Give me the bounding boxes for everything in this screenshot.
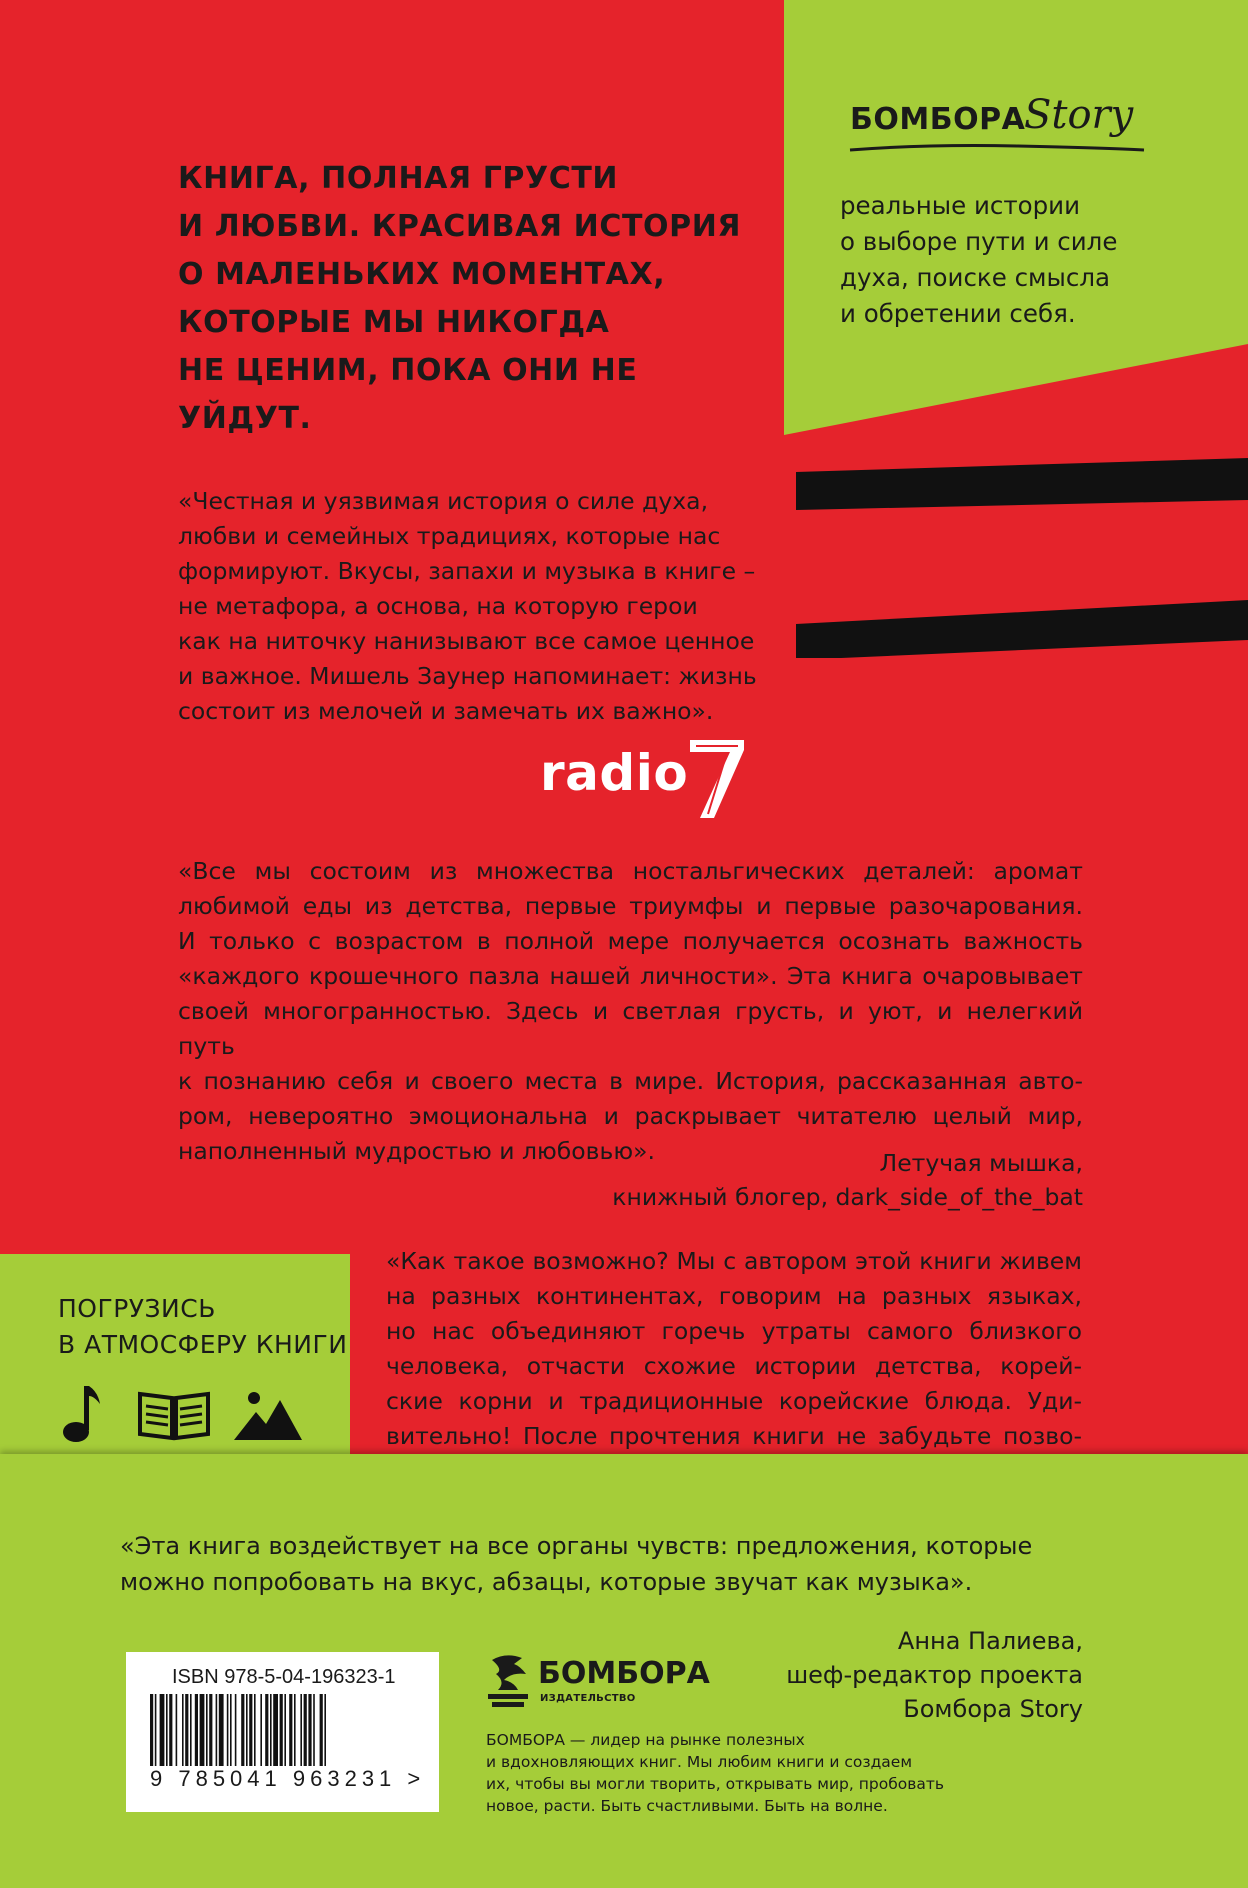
- barcode-bar: [182, 1694, 184, 1766]
- barcode-bar: [304, 1694, 307, 1766]
- headline-line: И ЛЮБВИ. КРАСИВАЯ ИСТОРИЯ: [178, 209, 742, 244]
- bombora-logo-icon: [486, 1652, 532, 1710]
- headline-line: НЕ ЦЕНИМ, ПОКА ОНИ НЕ УЙДУТ.: [178, 353, 638, 436]
- barcode-bar: [169, 1694, 172, 1766]
- quote-line: не метафора, а основа, на которую герои: [178, 592, 698, 620]
- series-brand: БОМБОРА: [850, 102, 1026, 137]
- attribution-line: Бомбора Story: [903, 1695, 1083, 1723]
- decorative-stripes: [796, 458, 1248, 658]
- barcode-bar: [219, 1694, 224, 1766]
- quote-line: но нас объединяют горечь утраты самого близкого: [386, 1317, 1082, 1345]
- headline: [178, 155, 778, 443]
- quote-line: «каждого крошечного пазла нашей личности». Эта книга очаровывает: [178, 962, 1083, 990]
- quote-line: формируют. Вкусы, запахи и музыка в книге –: [178, 557, 756, 585]
- quote-line: «Эта книга воздействует на все органы чувств: предложения, которые: [120, 1532, 1033, 1560]
- quote-line: и важное. Мишель Заунер напоминает: жизнь: [178, 662, 757, 690]
- barcode-bars: [150, 1694, 400, 1766]
- music-note-icon: [58, 1384, 102, 1446]
- barcode-bar: [216, 1694, 218, 1766]
- quote-line: состоит из мелочей и замечать их важно».: [178, 697, 714, 725]
- open-book-icon: [138, 1390, 210, 1442]
- publisher-about: [486, 1729, 956, 1817]
- barcode-bar: [270, 1694, 272, 1766]
- barcode-bar: [150, 1694, 153, 1766]
- barcode-bar: [265, 1694, 268, 1766]
- quote-line: «Все мы состоим из множества ностальгических деталей: аромат: [178, 857, 1083, 885]
- barcode-bar: [209, 1694, 212, 1766]
- quote-editor: [120, 1528, 1084, 1600]
- quote-blogger: [178, 854, 1083, 1169]
- quote-line: вительно! После прочтения книги не забудьте позво-: [386, 1422, 1082, 1450]
- quote-line: к познанию себя и своего места в мире. История, рассказанная авто-: [178, 1067, 1083, 1095]
- barcode-bar: [324, 1694, 326, 1766]
- series-desc-line: о выборе пути и силе: [840, 227, 1118, 256]
- quote-line: на разных континентах, говорим на разных языках,: [386, 1282, 1082, 1310]
- barcode-bar: [260, 1694, 262, 1766]
- about-line: и вдохновляющих книг. Мы любим книги и создаем: [486, 1753, 913, 1771]
- about-line: новое, расти. Быть счастливыми. Быть на волне.: [486, 1797, 888, 1815]
- publisher-subtitle: ИЗДАТЕЛЬСТВО: [540, 1693, 636, 1704]
- barcode-bar: [155, 1694, 157, 1766]
- barcode-bar: [230, 1694, 232, 1766]
- quote-line: любимой еды из детства, первые триумфы и первые разочарования.: [178, 892, 1083, 920]
- attribution-line: шеф-редактор проекта: [786, 1661, 1083, 1689]
- headline-line: КНИГА, ПОЛНАЯ ГРУСТИ: [178, 161, 619, 196]
- barcode-bar: [313, 1694, 315, 1766]
- series-desc-line: духа, поиске смысла: [840, 263, 1111, 292]
- radio7-seven-mark: [686, 734, 746, 820]
- publisher-name: БОМБОРА: [538, 1656, 710, 1691]
- headline-line: КОТОРЫЕ МЫ НИКОГДА: [178, 305, 610, 340]
- barcode-bar: [280, 1694, 283, 1766]
- quote-line: наполненный мудростью и любовью».: [178, 1137, 656, 1165]
- quote-line: можно попробовать на вкус, абзацы, которые звучат как музыка».: [120, 1568, 973, 1596]
- quote-radio7: [178, 484, 798, 729]
- attribution-role: книжный блогер, dark_side_of_the_bat: [612, 1183, 1083, 1211]
- barcode-bar: [294, 1694, 296, 1766]
- headline-line: О МАЛЕНЬКИХ МОМЕНТАХ,: [178, 257, 666, 292]
- barcode-bar: [249, 1694, 252, 1766]
- blogger-attribution: [500, 1146, 1083, 1214]
- barcode-bar: [241, 1694, 244, 1766]
- quote-line: своей многогранностью. Здесь и светлая грусть, и уют, и нелегкий путь: [178, 997, 1083, 1060]
- series-underline: [848, 92, 1148, 172]
- series-description: [840, 188, 1180, 332]
- barcode-bar: [289, 1694, 292, 1766]
- quote-line: «Как такое возможно? Мы с автором этой книги живем: [386, 1247, 1082, 1275]
- quote-line: человека, отчасти схожие истории детства, корей-: [386, 1352, 1082, 1380]
- barcode-digits: 9 785041 963231 >: [150, 1766, 426, 1791]
- barcode-bar: [235, 1694, 237, 1766]
- radio7-logo-word: radio: [540, 744, 689, 802]
- radio7-number: 7: [690, 734, 691, 735]
- barcode-bar: [254, 1694, 256, 1766]
- barcode-bar: [308, 1694, 311, 1766]
- barcode-bar: [190, 1694, 192, 1766]
- quote-line: ром, невероятно эмоциональна и раскрывает читателю целый мир,: [178, 1102, 1083, 1130]
- barcode-bar: [206, 1694, 208, 1766]
- barcode-bar: [246, 1694, 248, 1766]
- series-desc-line: и обретении себя.: [840, 299, 1076, 328]
- immerse-title-line1: ПОГРУЗИСЬ: [58, 1294, 216, 1323]
- quote-line: «Честная и уязвимая история о силе духа,: [178, 487, 709, 515]
- attribution-line: Анна Палиева,: [897, 1627, 1083, 1655]
- barcode-bar: [300, 1694, 302, 1766]
- series-desc-line: реальные истории: [840, 191, 1081, 220]
- isbn-label: ISBN 978-5-04-196323-1: [172, 1666, 396, 1688]
- barcode-bar: [160, 1694, 165, 1766]
- barcode-bar: [176, 1694, 178, 1766]
- series-label: Story: [1024, 92, 1134, 138]
- barcode-bar: [195, 1694, 198, 1766]
- barcode-bar: [320, 1694, 323, 1766]
- quote-line: ские корни и традиционные корейские блюда. Уди-: [386, 1387, 1082, 1415]
- barcode-bar: [273, 1694, 278, 1766]
- quote-line: как на ниточку нанизывают все самое ценное: [178, 627, 755, 655]
- barcode-bar: [284, 1694, 286, 1766]
- mountain-icon: [232, 1390, 304, 1442]
- barcode-bar: [166, 1694, 168, 1766]
- quote-reader: [386, 1244, 1082, 1454]
- editor-attribution: [700, 1624, 1083, 1726]
- attribution-name: Летучая мышка,: [879, 1149, 1083, 1177]
- quote-line: И только с возрастом в полной мере получается осознать важность: [178, 927, 1083, 955]
- immerse-title-line2: В АТМОСФЕРУ КНИГИ: [58, 1330, 348, 1359]
- barcode-bar: [185, 1694, 188, 1766]
- barcode-bar: [227, 1694, 229, 1766]
- about-line: БОМБОРА — лидер на рынке полезных: [486, 1731, 805, 1749]
- about-line: их, чтобы вы могли творить, открывать мир, пробовать: [486, 1775, 945, 1793]
- quote-line: любви и семейных традициях, которые нас: [178, 522, 721, 550]
- barcode-bar: [200, 1694, 205, 1766]
